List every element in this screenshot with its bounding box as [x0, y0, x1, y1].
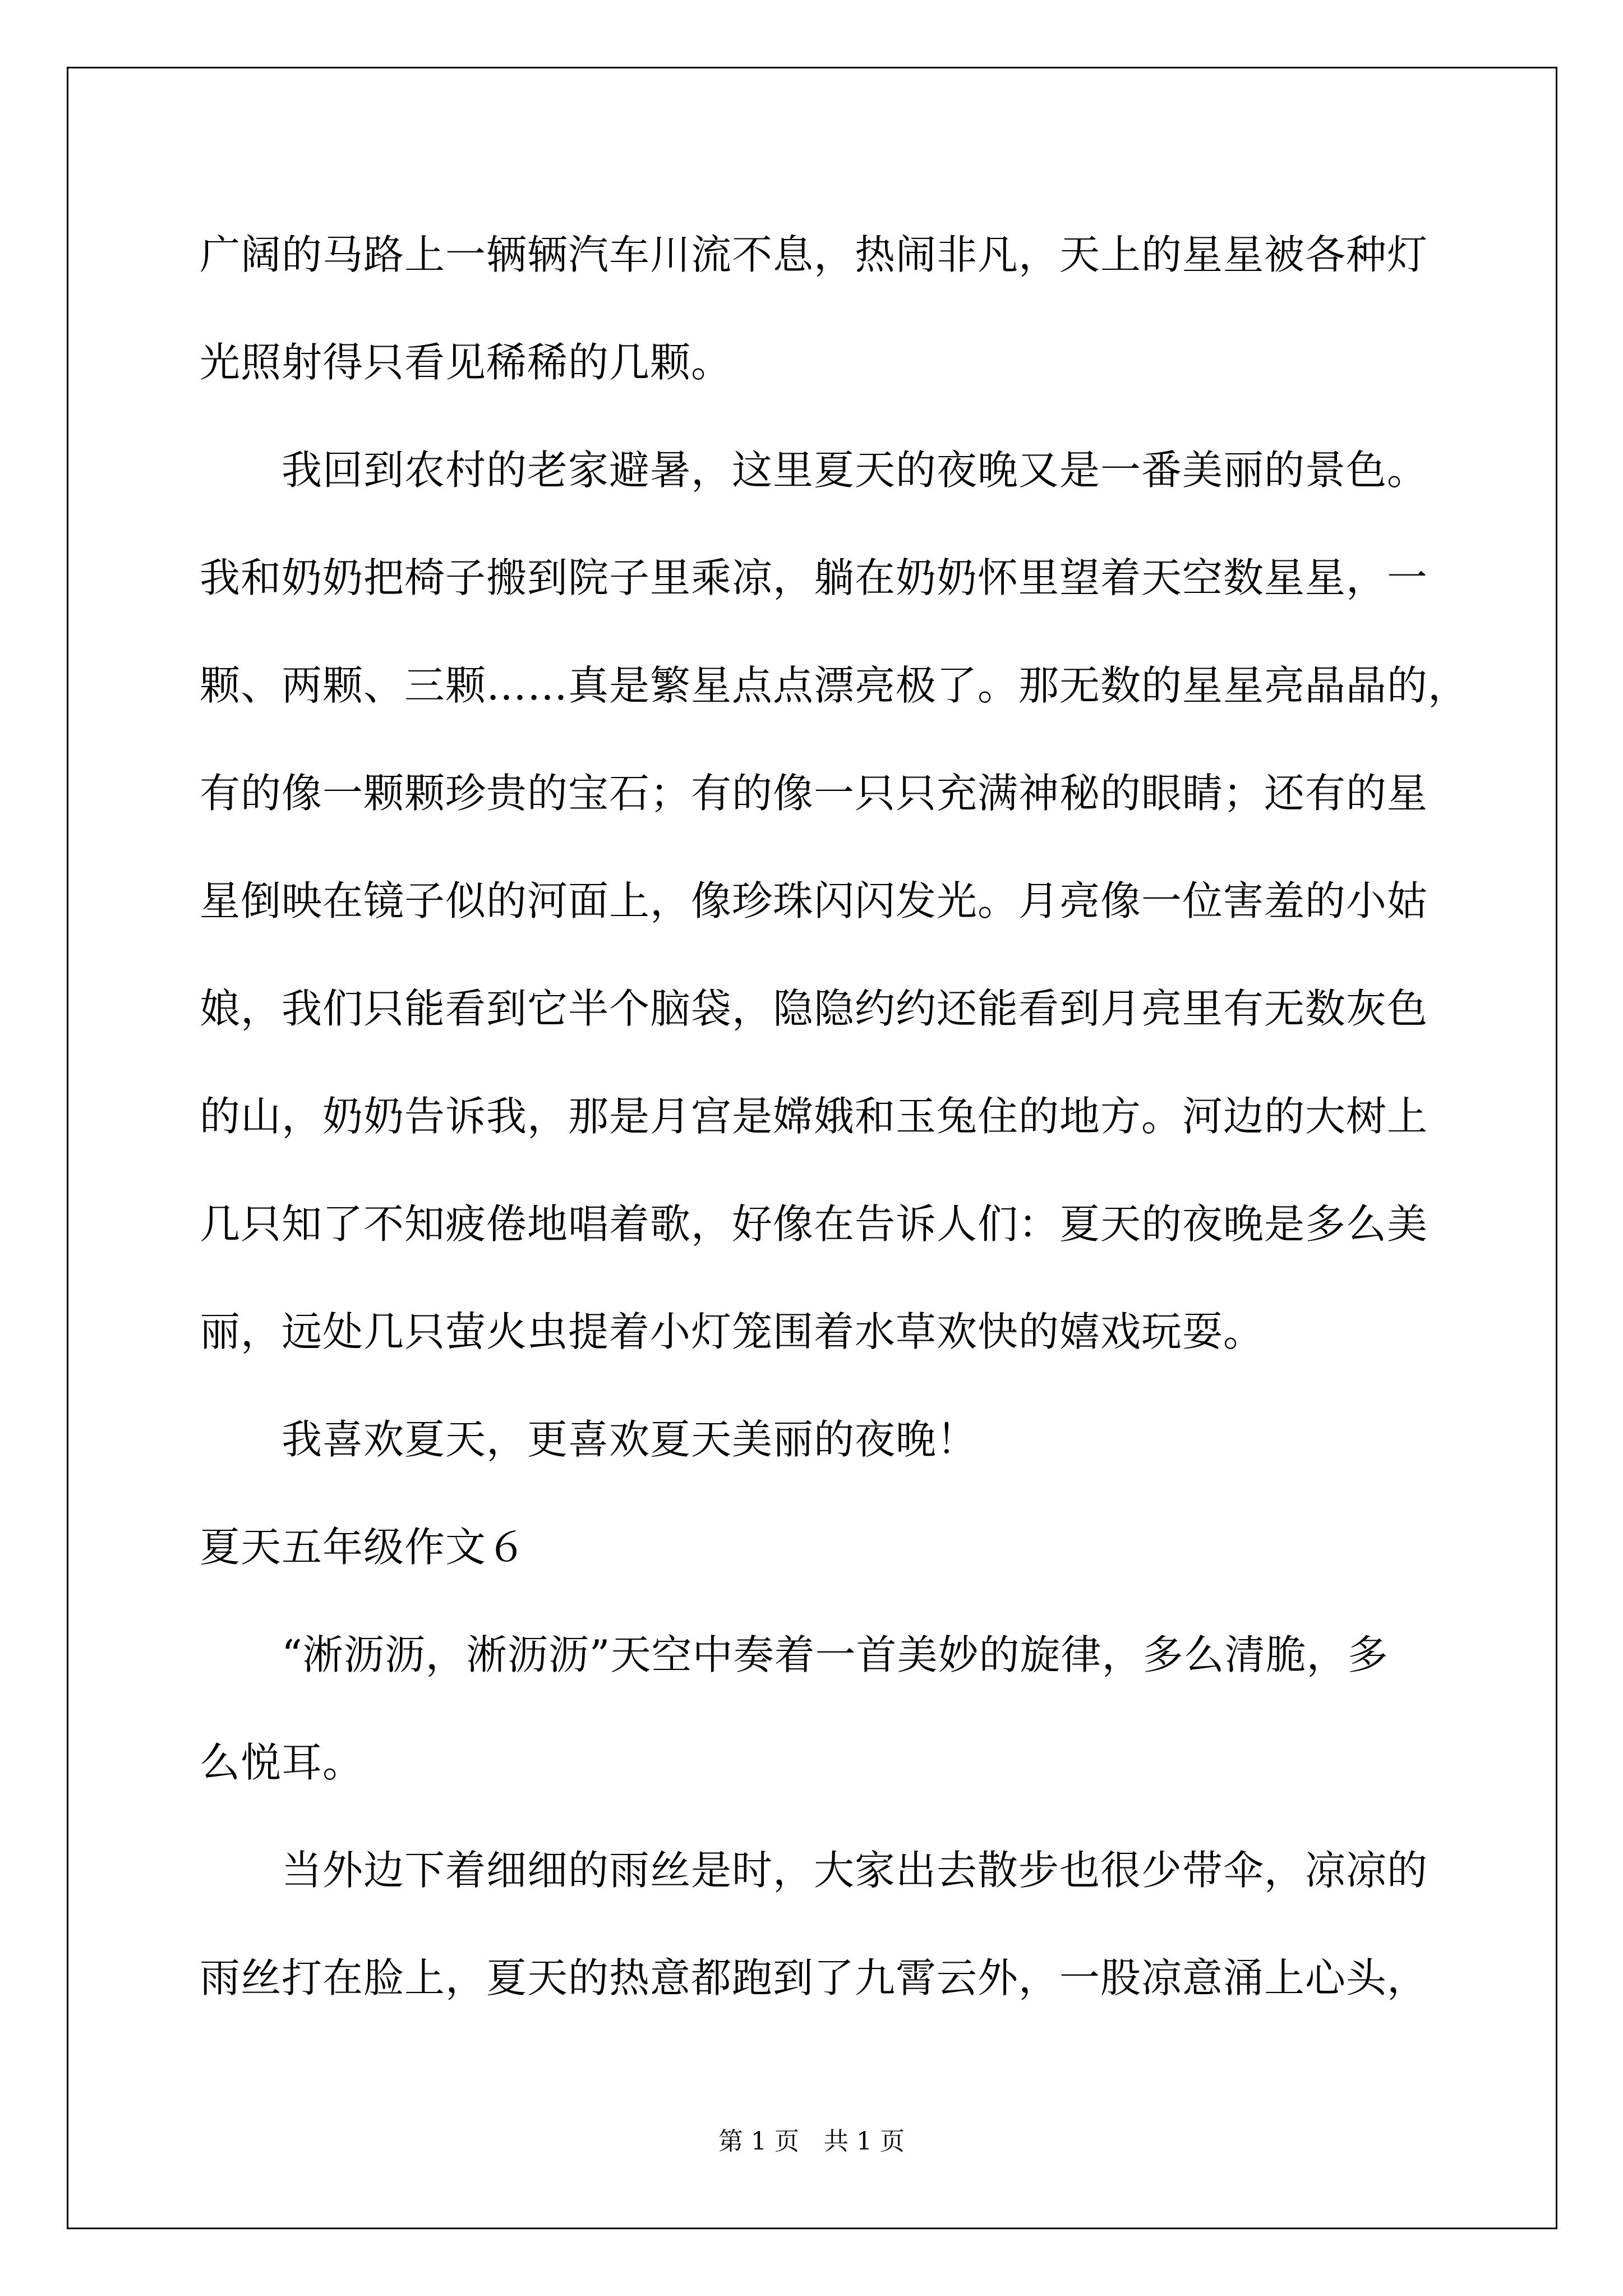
text-line: 星倒映在镜子似的河面上，像珍珠闪闪发光。月亮像一位害羞的小姑 — [200, 877, 1428, 924]
paragraph-start-line: “淅沥沥，淅沥沥”天空中奏着一首美妙的旋律，多么清脆，多 — [282, 1631, 1389, 1678]
paragraph-start-line: 我回到农村的老家避暑，这里夏天的夜晚又是一番美丽的景色。 — [282, 447, 1428, 494]
text-line: 娘，我们只能看到它半个脑袋，隐隐约约还能看到月亮里有无数灰色 — [200, 985, 1428, 1032]
text-line: 颗、两颗、三颗……真是繁星点点漂亮极了。那无数的星星亮晶晶的， — [200, 662, 1469, 709]
text-line: 丽，远处几只萤火虫提着小灯笼围着水草欢快的嬉戏玩耍。 — [200, 1308, 1265, 1355]
text-line: 么悦耳。 — [200, 1739, 364, 1786]
document-body — [200, 201, 1469, 2032]
text-line: 有的像一颗颗珍贵的宝石；有的像一只只充满神秘的眼睛；还有的星 — [200, 770, 1428, 817]
paragraph-start-line: 我喜欢夏天，更喜欢夏天美丽的夜晚！ — [282, 1416, 978, 1463]
page-footer: 第 1 页 共 1 页 — [718, 2127, 905, 2156]
paragraph-start-line: 当外边下着细细的雨丝是时，大家出去散步也很少带伞，凉凉的 — [282, 1847, 1428, 1894]
text-line: 广阔的马路上一辆辆汽车川流不息，热闹非凡，天上的星星被各种灯 — [200, 231, 1428, 278]
section-heading: 夏天五年级作文６ — [200, 1524, 528, 1571]
text-line: 我和奶奶把椅子搬到院子里乘凉，躺在奶奶怀里望着天空数星星，一 — [200, 554, 1428, 601]
text-line: 雨丝打在脸上，夏天的热意都跑到了九霄云外，一股凉意涌上心头， — [200, 1954, 1428, 2001]
text-line: 光照射得只看见稀稀的几颗。 — [200, 339, 732, 386]
text-line: 的山，奶奶告诉我，那是月宫是嫦娥和玉兔住的地方。河边的大树上 — [200, 1093, 1428, 1140]
text-line: 几只知了不知疲倦地唱着歌，好像在告诉人们：夏天的夜晚是多么美 — [200, 1200, 1428, 1248]
